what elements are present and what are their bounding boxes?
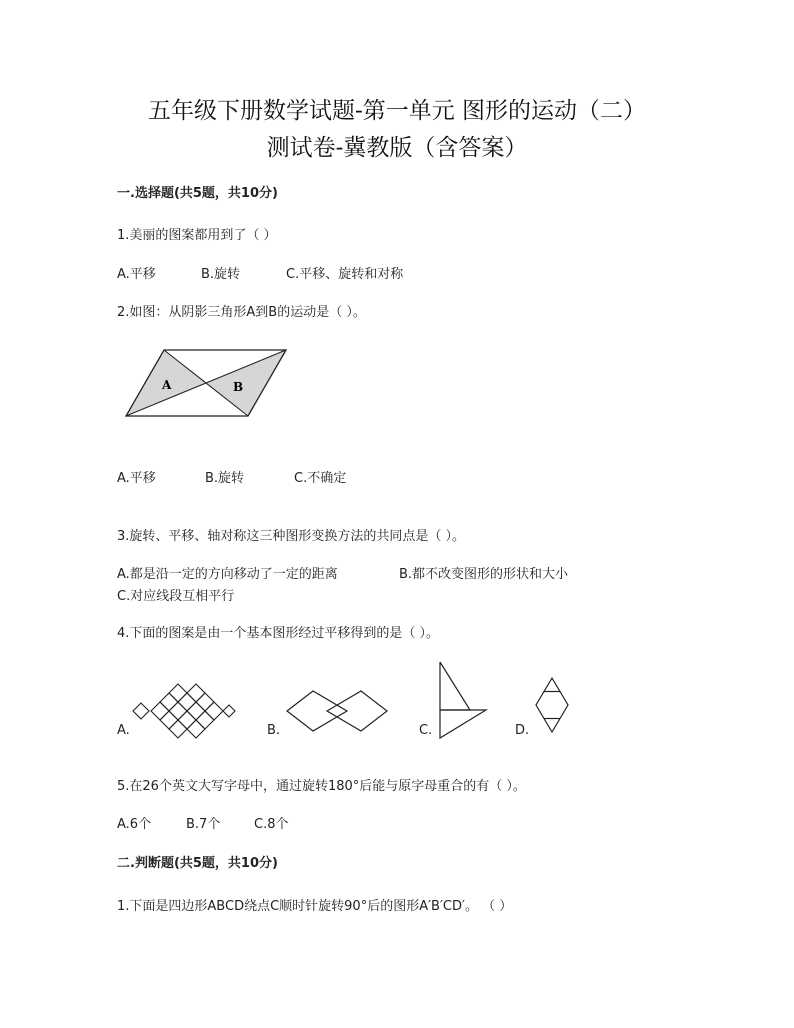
- q3-option-a: A.都是沿一定的方向移动了一定的距离: [117, 567, 338, 582]
- q2-option-a: A.平移: [117, 471, 156, 486]
- q2-option-c: C.不确定: [294, 471, 347, 486]
- question-5-stem: 5.在26个英文大写字母中，通过旋转180°后能与原字母重合的有（ ）。: [117, 779, 526, 794]
- pattern-d-figure: [535, 677, 569, 733]
- pattern-b-left-diamond: [287, 691, 347, 731]
- pattern-a-diamond: [187, 702, 205, 720]
- pattern-a-diamond: [187, 684, 205, 702]
- q4-option-b: B.: [267, 723, 281, 738]
- question-2-stem: 2.如图：从阴影三角形A到B的运动是（ ）。: [117, 305, 366, 320]
- q4-option-c: C.: [419, 723, 433, 738]
- title-line-1: 五年级下册数学试题-第一单元 图形的运动（二）: [147, 98, 647, 124]
- q3-option-c: C.对应线段互相平行: [117, 589, 235, 604]
- pattern-a-diamond: [169, 702, 187, 720]
- q4-option-a: A.: [117, 723, 130, 738]
- pattern-d-diamond: [536, 678, 568, 732]
- q4-option-d: D.: [515, 723, 530, 738]
- pattern-a-diamond: [178, 693, 196, 711]
- label-a: A: [162, 378, 172, 392]
- q5-option-b: B.7个: [186, 817, 221, 832]
- pattern-a-diamond: [169, 720, 187, 738]
- pattern-c-upper-triangle: [440, 662, 470, 710]
- q5-option-c: C.8个: [254, 817, 289, 832]
- q1-option-c: C.平移、旋转和对称: [286, 267, 404, 282]
- pattern-a-figure: [133, 678, 239, 744]
- section-2-heading: 二.判断题(共5题，共10分): [117, 856, 278, 871]
- pattern-a-diamond: [169, 684, 187, 702]
- triangle-b-shaded: [207, 350, 286, 416]
- pattern-a-diamond: [151, 702, 169, 720]
- q2-option-b: B.旋转: [205, 471, 245, 486]
- pattern-a-diamond: [160, 711, 178, 729]
- q3-option-b: B.都不改变图形的形状和大小: [399, 567, 569, 582]
- question-3-stem: 3.旋转、平移、轴对称这三种图形变换方法的共同点是（ ）。: [117, 529, 466, 544]
- pattern-a-diamond: [187, 720, 205, 738]
- pattern-a-diamond: [205, 702, 223, 720]
- question-4-stem: 4.下面的图案是由一个基本图形经过平移得到的是（ ）。: [117, 626, 440, 641]
- pattern-a-diamond: [160, 693, 178, 711]
- section-1-heading: 一.选择题(共5题，共10分): [117, 186, 278, 201]
- parallelogram-figure: [120, 345, 290, 421]
- pattern-c-lower-triangle: [440, 710, 486, 738]
- pattern-a-diamond: [178, 711, 196, 729]
- pattern-a-diamond: [223, 705, 235, 717]
- title-line-2: 测试卷-冀教版（含答案）: [266, 135, 528, 161]
- pattern-a-diamond: [196, 711, 214, 729]
- q1-option-a: A.平移: [117, 267, 156, 282]
- pattern-a-diamond: [133, 703, 149, 719]
- pattern-b-right-diamond: [327, 691, 387, 731]
- pattern-b-figure: [285, 688, 389, 734]
- q5-option-a: A.6个: [117, 817, 152, 832]
- question-1-stem: 1.美丽的图案都用到了（ ）: [117, 228, 277, 243]
- pattern-c-figure: [436, 660, 490, 740]
- label-b: B: [233, 380, 244, 394]
- pattern-a-diamond: [196, 693, 214, 711]
- q1-option-b: B.旋转: [201, 267, 241, 282]
- judge-question-1-stem: 1.下面是四边形ABCD绕点C顺时针旋转90°后的图形A′B′CD′。 （ ）: [117, 899, 513, 914]
